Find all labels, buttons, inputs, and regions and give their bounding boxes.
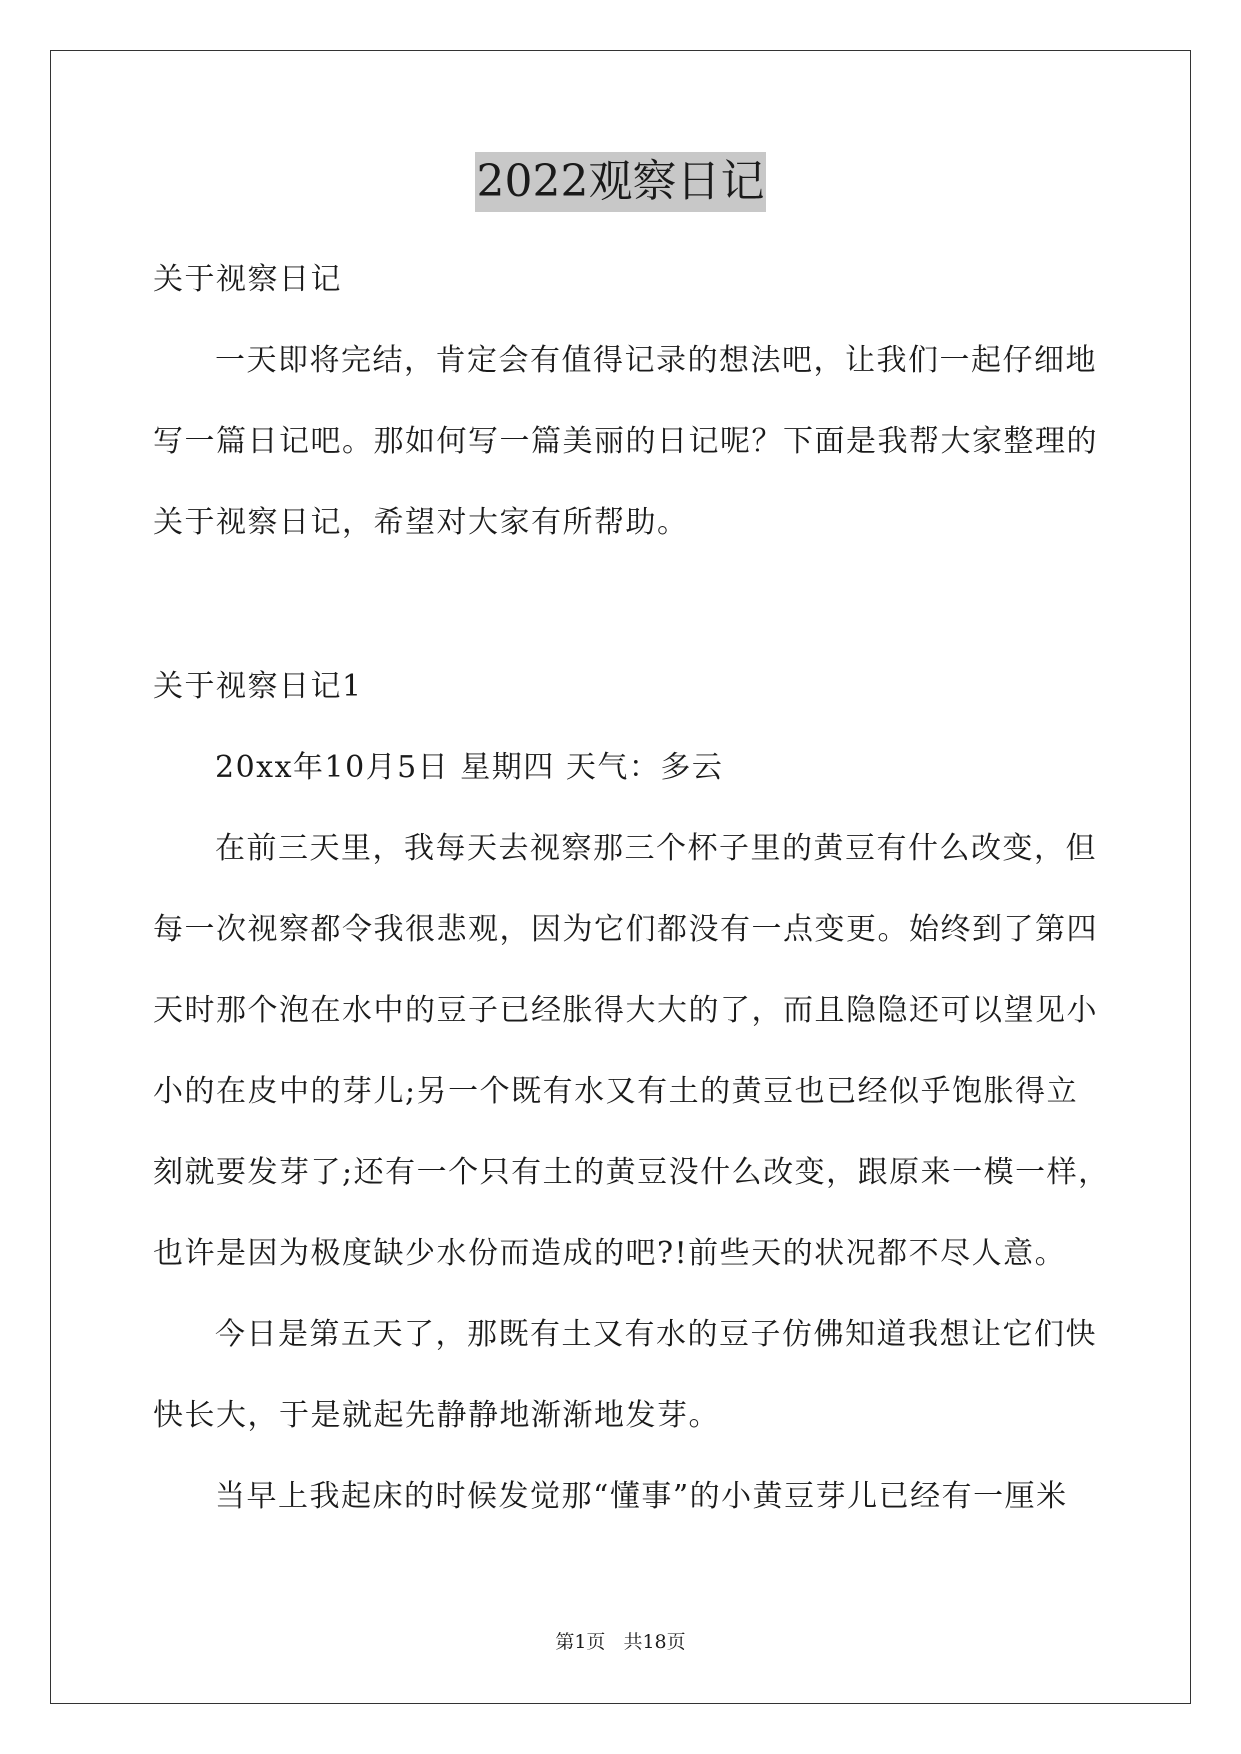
page-number: 第1页 <box>555 1631 606 1653</box>
document-title: 2022观察日记 <box>475 152 767 212</box>
intro-line: 一天即将完结，肯定会有值得记录的想法吧，让我们一起仔细地 <box>215 343 1097 378</box>
body-line: 在前三天里，我每天去视察那三个杯子里的黄豆有什么改变，但 <box>215 831 1097 866</box>
body-line: 今日是第五天了，那既有土又有水的豆子仿佛知道我想让它们快 <box>215 1317 1097 1352</box>
intro-line: 写一篇日记吧。那如何写一篇美丽的日记呢？下面是我帮大家整理的 <box>153 424 1098 459</box>
entry-date-line: 20xx年10月5日 星期四 天气：多云 <box>215 750 724 785</box>
body-line: 每一次视察都令我很悲观，因为它们都没有一点变更。始终到了第四 <box>153 912 1098 947</box>
body-line: 天时那个泡在水中的豆子已经胀得大大的了，而且隐隐还可以望见小 <box>153 993 1098 1028</box>
page-footer <box>0 1627 1241 1657</box>
body-line: 当早上我起床的时候发觉那“懂事”的小黄豆芽儿已经有一厘米 <box>215 1479 1068 1514</box>
page-total: 共18页 <box>623 1631 686 1653</box>
document-body <box>153 255 1110 1553</box>
body-line: 也许是因为极度缺少水份而造成的吧?!前些天的状况都不尽人意。 <box>153 1236 1067 1271</box>
section-heading: 关于视察日记 <box>153 262 342 297</box>
body-line: 快长大，于是就起先静静地渐渐地发芽。 <box>153 1398 720 1433</box>
title-container <box>0 152 1241 212</box>
body-line: 小的在皮中的芽儿;另一个既有水又有土的黄豆也已经似乎饱胀得立 <box>153 1074 1079 1109</box>
body-line: 刻就要发芽了;还有一个只有土的黄豆没什么改变，跟原来一模一样， <box>153 1155 1110 1190</box>
spacer <box>153 579 1093 662</box>
intro-line: 关于视察日记，希望对大家有所帮助。 <box>153 505 689 540</box>
entry-heading: 关于视察日记1 <box>153 669 363 704</box>
